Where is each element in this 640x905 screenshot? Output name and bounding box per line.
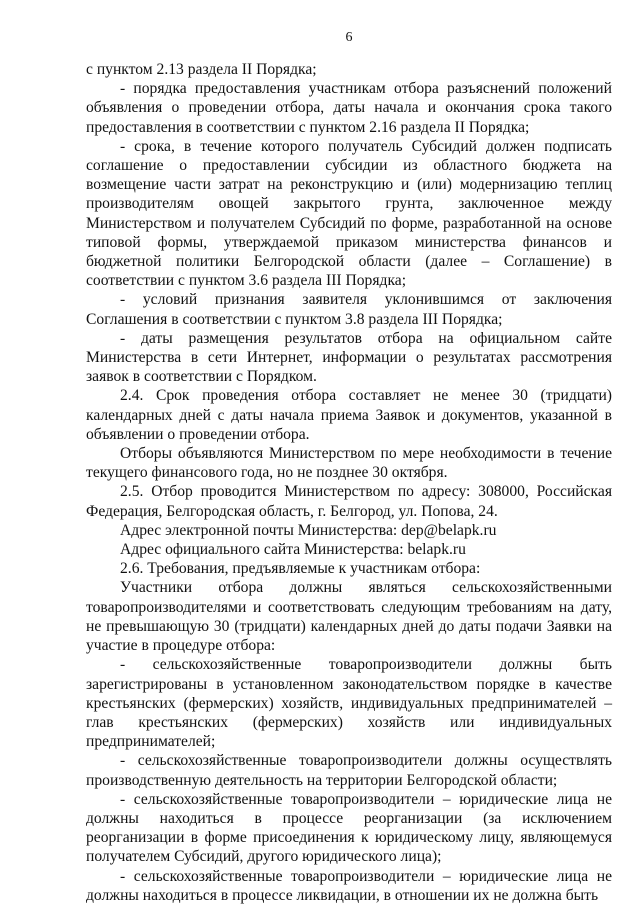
paragraph: - сельскохозяйственные товаропроизводители – юридические лица не должны находиться в процессе реорганизации (за исключением реорганизации в форме присоединения к юридическому лицу, являющемуся получателем Субсидий, другого юридического лица); [86, 790, 612, 866]
document-body [86, 60, 612, 905]
paragraph: - сельскохозяйственные товаропроизводители должны осуществлять производственную деятельность на территории Белгородской области; [86, 752, 612, 789]
paragraph: - сельскохозяйственные товаропроизводители – юридические лица не должны находиться в процессе ликвидации, в отношении их не должна быть [86, 867, 612, 904]
paragraph: 2.6. Требования, предъявляемые к участникам отбора: [120, 560, 481, 578]
paragraph: 2.5. Отбор проводится Министерством по адресу: 308000, Российская Федерация, Белгородская область, г. Белгород, ул. Попова, 24. [86, 483, 612, 520]
paragraph: 2.4. Срок проведения отбора составляет не менее 30 (тридцати) календарных дней с даты начала приема Заявок и документов, указанной в объявлении о проведении отбора. [86, 387, 612, 443]
page-number: 6 [345, 30, 353, 45]
paragraph: - условий признания заявителя уклонившимся от заключения Соглашения в соответствии с пунктом 3.8 раздела III Порядка; [86, 291, 612, 328]
paragraph: - порядка предоставления участникам отбора разъяснений положений объявления о проведении отбора, даты начала и окончания срока такого предоставления в соответствии с пунктом 2.16 раздела II Порядка; [86, 80, 612, 136]
paragraph: Адрес электронной почты Министерства: dep@belapk.ru [120, 521, 497, 539]
paragraph: - срока, в течение которого получатель Субсидий должен подписать соглашение о предоставлении субсидии из областного бюджета на возмещение части затрат на реконструкцию и (или) модернизацию теплиц производителям овощей закрытого грунта, заключенное между Министерством и получателем Субсидий по форме, разработанной на основе типовой формы, утверждаемой приказом министерства финансов и бюджетной политики Белгородской области (далее – Соглашение) в соответствии с пунктом 3.6 раздела III Порядка; [86, 137, 612, 290]
paragraph: - даты размещения результатов отбора на официальном сайте Министерства в сети Интернет, информации о результатах рассмотрения заявок в соответствии с Порядком. [86, 329, 612, 386]
paragraph: - сельскохозяйственные товаропроизводители должны быть зарегистрированы в установленном законодательством порядке в качестве крестьянских (фермерских) хозяйств, индивидуальных предпринимателей – глав крестьянских (фермерских) хозяйств или индивидуальных предпринимателей; [86, 656, 612, 751]
paragraph: Участники отбора должны являться сельскохозяйственными товаропроизводителями и соответствовать следующим требованиям на дату, не превышающую 30 (тридцати) календарных дней до даты подачи Заявки на участие в процедуре отбора: [86, 579, 612, 655]
paragraph: Адрес официального сайта Министерства: belapk.ru [120, 541, 466, 559]
paragraph: с пунктом 2.13 раздела II Порядка; [86, 61, 317, 78]
paragraph: Отборы объявляются Министерством по мере необходимости в течение текущего финансового года, но не позднее 30 октября. [86, 445, 612, 482]
